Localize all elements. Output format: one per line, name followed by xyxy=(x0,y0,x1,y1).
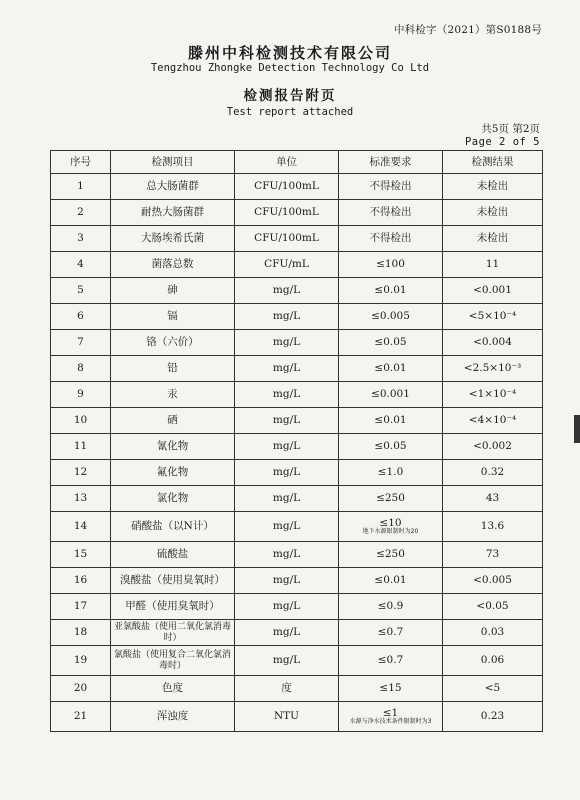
standard-requirement: ≤100 xyxy=(339,252,443,278)
test-result: 73 xyxy=(443,542,543,568)
standard-requirement: ≤0.01 xyxy=(339,278,443,304)
standard-requirement: ≤0.01 xyxy=(339,408,443,434)
standard-requirement: ≤250 xyxy=(339,486,443,512)
row-number: 11 xyxy=(51,434,111,460)
standard-requirement: ≤1.0 xyxy=(339,460,443,486)
unit: mg/L xyxy=(235,382,339,408)
binding-mark xyxy=(574,415,580,443)
test-result: 0.32 xyxy=(443,460,543,486)
test-item: 溴酸盐（使用臭氧时） xyxy=(111,568,235,594)
standard-requirement: ≤0.7 xyxy=(339,646,443,676)
standard-requirement: ≤0.005 xyxy=(339,304,443,330)
row-number: 16 xyxy=(51,568,111,594)
table-row xyxy=(51,356,543,382)
page-count-en: Page 2 of 5 xyxy=(464,136,540,148)
table-row xyxy=(51,620,543,646)
table-row xyxy=(51,382,543,408)
row-number: 17 xyxy=(51,594,111,620)
test-result: 43 xyxy=(443,486,543,512)
table-row xyxy=(51,226,543,252)
page-count-cn: 共5页 第2页 xyxy=(481,123,540,135)
standard-requirement: ≤0.01 xyxy=(339,568,443,594)
table-row xyxy=(51,200,543,226)
standard-requirement: ≤0.001 xyxy=(339,382,443,408)
unit: mg/L xyxy=(235,568,339,594)
unit: mg/L xyxy=(235,594,339,620)
row-number: 5 xyxy=(51,278,111,304)
standard-requirement: ≤10 xyxy=(379,517,402,530)
unit: mg/L xyxy=(235,356,339,382)
test-item: 浑浊度 xyxy=(111,702,235,732)
column-header-no: 序号 xyxy=(51,151,111,174)
unit: CFU/100mL xyxy=(235,174,339,200)
row-number: 9 xyxy=(51,382,111,408)
column-header-standard: 标准要求 xyxy=(339,151,443,174)
report-number: 中科检字（2021）第S0188号 xyxy=(393,24,542,36)
test-item: 色度 xyxy=(111,676,235,702)
row-number: 14 xyxy=(51,512,111,542)
standard-requirement: ≤0.01 xyxy=(339,356,443,382)
table-row xyxy=(51,676,543,702)
test-item: 硫酸盐 xyxy=(111,542,235,568)
test-result: <0.05 xyxy=(443,594,543,620)
table-row xyxy=(51,252,543,278)
test-item: 硝酸盐（以N计） xyxy=(111,512,235,542)
test-item: 汞 xyxy=(111,382,235,408)
test-item: 亚氯酸盐（使用二氧化氯消毒时） xyxy=(111,620,235,646)
results-table xyxy=(50,150,543,732)
test-item: 大肠埃希氏菌 xyxy=(111,226,235,252)
test-result: <0.004 xyxy=(443,330,543,356)
standard-note: 水源与净水技术条件限制时为3 xyxy=(349,718,432,726)
test-result: <0.002 xyxy=(443,434,543,460)
row-number: 19 xyxy=(51,646,111,676)
row-number: 15 xyxy=(51,542,111,568)
test-item: 甲醛（使用臭氧时） xyxy=(111,594,235,620)
company-name-en: Tengzhou Zhongke Detection Technology Co Ltd xyxy=(150,62,430,74)
table-row xyxy=(51,702,543,732)
standard-requirement: 不得检出 xyxy=(339,200,443,226)
test-result: 0.23 xyxy=(443,702,543,732)
unit: mg/L xyxy=(235,434,339,460)
test-result: <2.5×10⁻³ xyxy=(443,356,543,382)
test-item: 铅 xyxy=(111,356,235,382)
unit: mg/L xyxy=(235,646,339,676)
test-item: 镉 xyxy=(111,304,235,330)
standard-requirement: 不得检出 xyxy=(339,226,443,252)
test-result: <5 xyxy=(443,676,543,702)
test-item: 氰化物 xyxy=(111,434,235,460)
test-item: 硒 xyxy=(111,408,235,434)
row-number: 4 xyxy=(51,252,111,278)
table-row xyxy=(51,568,543,594)
table-row xyxy=(51,330,543,356)
unit: CFU/100mL xyxy=(235,226,339,252)
row-number: 3 xyxy=(51,226,111,252)
test-result: 0.03 xyxy=(443,620,543,646)
row-number: 21 xyxy=(51,702,111,732)
test-item: 总大肠菌群 xyxy=(111,174,235,200)
row-number: 18 xyxy=(51,620,111,646)
standard-note: 地下水源限制时为20 xyxy=(362,528,419,536)
test-item: 砷 xyxy=(111,278,235,304)
test-result: <0.005 xyxy=(443,568,543,594)
row-number: 6 xyxy=(51,304,111,330)
row-number: 2 xyxy=(51,200,111,226)
column-header-item: 检测项目 xyxy=(111,151,235,174)
unit: CFU/mL xyxy=(235,252,339,278)
table-row xyxy=(51,646,543,676)
table-row xyxy=(51,174,543,200)
row-number: 1 xyxy=(51,174,111,200)
unit: mg/L xyxy=(235,304,339,330)
unit: CFU/100mL xyxy=(235,200,339,226)
unit: mg/L xyxy=(235,512,339,542)
column-header-result: 检测结果 xyxy=(443,151,543,174)
test-item: 铬（六价） xyxy=(111,330,235,356)
company-name-cn: 滕州中科检测技术有限公司 xyxy=(187,44,392,62)
test-result: 0.06 xyxy=(443,646,543,676)
test-item: 耐热大肠菌群 xyxy=(111,200,235,226)
row-number: 10 xyxy=(51,408,111,434)
test-result: <4×10⁻⁴ xyxy=(443,408,543,434)
unit: mg/L xyxy=(235,620,339,646)
test-result: 11 xyxy=(443,252,543,278)
unit: mg/L xyxy=(235,460,339,486)
table-row xyxy=(51,434,543,460)
standard-requirement: ≤250 xyxy=(339,542,443,568)
table-row xyxy=(51,278,543,304)
standard-requirement: 不得检出 xyxy=(339,174,443,200)
table-row xyxy=(51,486,543,512)
table-row xyxy=(51,542,543,568)
table-row xyxy=(51,594,543,620)
test-result: 未检出 xyxy=(443,200,543,226)
page-title-cn: 检测报告附页 xyxy=(243,88,337,104)
unit: mg/L xyxy=(235,278,339,304)
test-item: 氟化物 xyxy=(111,460,235,486)
test-result: <0.001 xyxy=(443,278,543,304)
row-number: 20 xyxy=(51,676,111,702)
table-row xyxy=(51,408,543,434)
test-result: <5×10⁻⁴ xyxy=(443,304,543,330)
test-item: 氯酸盐（使用复合二氧化氯消毒时） xyxy=(111,646,235,676)
standard-requirement: ≤0.9 xyxy=(339,594,443,620)
row-number: 12 xyxy=(51,460,111,486)
row-number: 13 xyxy=(51,486,111,512)
standard-requirement: ≤0.05 xyxy=(339,330,443,356)
test-result: 未检出 xyxy=(443,174,543,200)
standard-requirement: ≤15 xyxy=(339,676,443,702)
table-row xyxy=(51,512,543,542)
unit: 度 xyxy=(235,676,339,702)
standard-requirement: ≤1 xyxy=(382,707,399,720)
test-result: 未检出 xyxy=(443,226,543,252)
row-number: 7 xyxy=(51,330,111,356)
page-title-en: Test report attached xyxy=(226,106,354,118)
standard-requirement: ≤0.7 xyxy=(339,620,443,646)
test-result: 13.6 xyxy=(443,512,543,542)
standard-requirement-cell xyxy=(339,512,443,542)
unit: NTU xyxy=(235,702,339,732)
standard-requirement-cell xyxy=(339,702,443,732)
unit: mg/L xyxy=(235,542,339,568)
table-row xyxy=(51,304,543,330)
row-number: 8 xyxy=(51,356,111,382)
unit: mg/L xyxy=(235,330,339,356)
standard-requirement: ≤0.05 xyxy=(339,434,443,460)
table-header-row xyxy=(51,151,543,174)
test-result: <1×10⁻⁴ xyxy=(443,382,543,408)
column-header-unit: 单位 xyxy=(235,151,339,174)
test-item: 氯化物 xyxy=(111,486,235,512)
test-item: 菌落总数 xyxy=(111,252,235,278)
unit: mg/L xyxy=(235,486,339,512)
unit: mg/L xyxy=(235,408,339,434)
table-row xyxy=(51,460,543,486)
